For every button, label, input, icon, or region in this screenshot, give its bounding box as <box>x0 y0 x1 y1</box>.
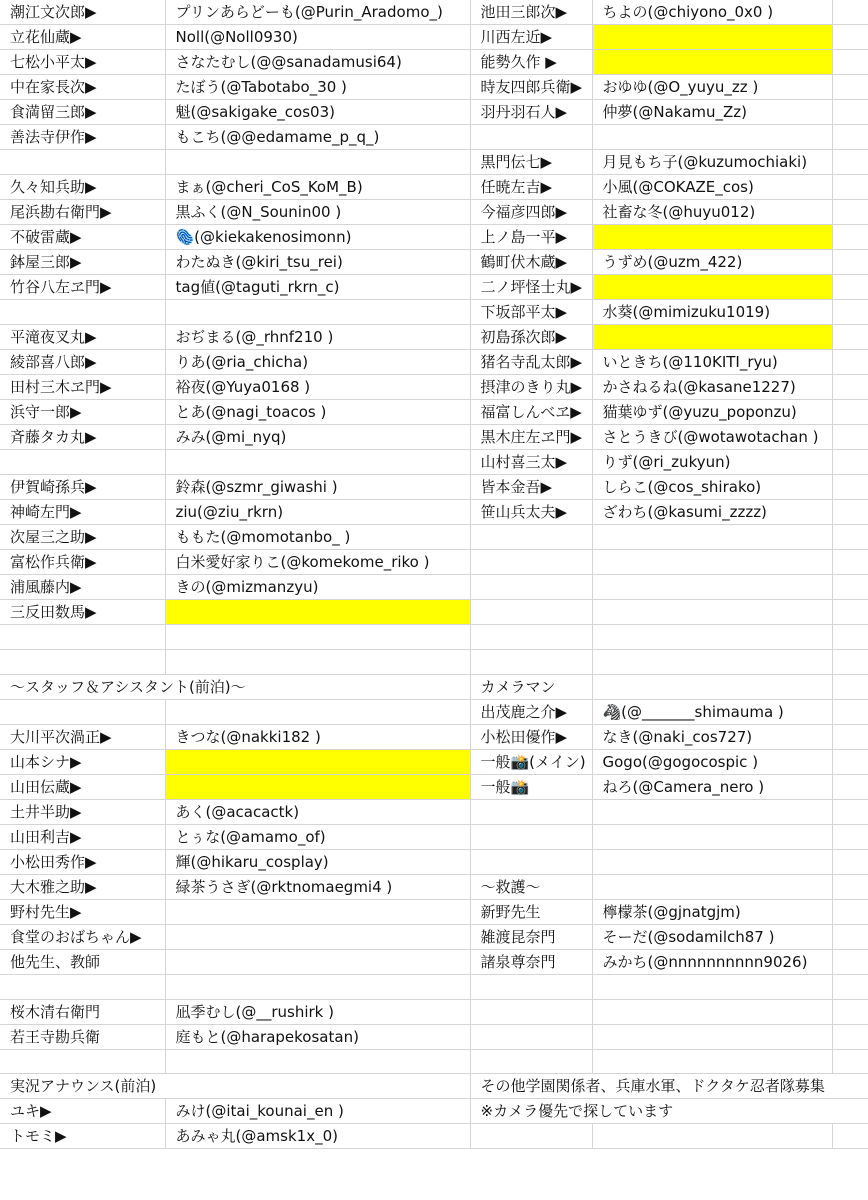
sheet-cell[interactable]: 田村三木ヱ門▶ <box>0 375 165 400</box>
sheet-cell[interactable] <box>470 1124 592 1149</box>
sheet-cell[interactable] <box>832 999 868 1024</box>
sheet-cell[interactable] <box>832 425 868 450</box>
sheet-cell[interactable] <box>165 899 470 924</box>
sheet-row <box>0 300 868 325</box>
sheet-cell[interactable]: 中在家長次▶ <box>0 75 165 100</box>
sheet-cell[interactable]: 立花仙蔵▶ <box>0 25 165 50</box>
sheet-cell[interactable] <box>592 974 832 999</box>
sheet-cell[interactable]: 富松作兵衛▶ <box>0 550 165 575</box>
sheet-cell[interactable] <box>592 799 832 824</box>
sheet-cell[interactable]: 尾浜勘右衛門▶ <box>0 200 165 225</box>
sheet-cell[interactable] <box>165 450 470 475</box>
highlighted-empty-cell[interactable] <box>592 50 832 75</box>
sheet-row <box>0 350 868 375</box>
sheet-cell[interactable]: 社畜な冬(@huyu012) <box>592 200 832 225</box>
sheet-row <box>0 500 868 525</box>
sheet-row <box>0 999 868 1024</box>
sheet-cell[interactable] <box>832 874 868 899</box>
sheet-cell[interactable]: 月見もち子(@kuzumochiaki) <box>592 150 832 175</box>
sheet-cell[interactable]: 桜木清右衛門 <box>0 999 165 1024</box>
sheet-cell[interactable] <box>592 824 832 849</box>
sheet-cell[interactable]: 福富しんべヱ▶ <box>470 400 592 425</box>
sheet-cell[interactable] <box>0 699 165 724</box>
sheet-cell[interactable] <box>832 25 868 50</box>
sheet-cell[interactable] <box>165 650 470 675</box>
sheet-cell[interactable] <box>832 300 868 325</box>
sheet-cell[interactable]: その他学園関係者、兵庫水軍、ドクタケ忍者隊募集 <box>470 1074 868 1099</box>
sheet-row <box>0 75 868 100</box>
sheet-cell[interactable]: ziu(@ziu_rkrn) <box>165 500 470 525</box>
sheet-cell[interactable] <box>0 974 165 999</box>
sheet-cell[interactable]: 🫆(@kiekakenosimonn) <box>165 225 470 250</box>
sheet-cell[interactable]: 笹山兵太夫▶ <box>470 500 592 525</box>
sheet-cell[interactable] <box>832 774 868 799</box>
sheet-cell[interactable]: 能勢久作 ▶ <box>470 50 592 75</box>
sheet-cell[interactable] <box>470 1024 592 1049</box>
sheet-cell[interactable]: ねろ(@Camera_nero ) <box>592 774 832 799</box>
sheet-row <box>0 749 868 774</box>
sheet-row <box>0 824 868 849</box>
sheet-cell[interactable]: 善法寺伊作▶ <box>0 125 165 150</box>
sheet-row <box>0 699 868 724</box>
sheet-row <box>0 650 868 675</box>
sheet-cell[interactable] <box>0 300 165 325</box>
sheet-cell[interactable]: 大木雅之助▶ <box>0 874 165 899</box>
sheet-cell[interactable]: とあ(@nagi_toacos ) <box>165 400 470 425</box>
sheet-row <box>0 1049 868 1074</box>
sheet-cell[interactable]: 野村先生▶ <box>0 899 165 924</box>
sheet-cell[interactable] <box>832 849 868 874</box>
sheet-row <box>0 774 868 799</box>
sheet-cell[interactable] <box>470 125 592 150</box>
sheet-cell[interactable] <box>470 799 592 824</box>
sheet-cell[interactable]: ざわち(@kasumi_zzzz) <box>592 500 832 525</box>
sheet-cell[interactable]: 小松田秀作▶ <box>0 849 165 874</box>
sheet-cell[interactable]: tag値(@taguti_rkrn_c) <box>165 275 470 300</box>
sheet-cell[interactable]: 山田伝蔵▶ <box>0 774 165 799</box>
sheet-row <box>0 724 868 749</box>
sheet-cell[interactable]: 綾部喜八郎▶ <box>0 350 165 375</box>
sheet-cell[interactable] <box>832 350 868 375</box>
sheet-cell[interactable] <box>832 625 868 650</box>
sheet-cell[interactable] <box>470 600 592 625</box>
sheet-cell[interactable]: 猫葉ゆず(@yuzu_poponzu) <box>592 400 832 425</box>
sheet-cell[interactable]: 新野先生 <box>470 899 592 924</box>
sheet-cell[interactable]: 猪名寺乱太郎▶ <box>470 350 592 375</box>
sheet-row <box>0 525 868 550</box>
sheet-cell[interactable]: 実況アナウンス(前泊) <box>0 1074 470 1099</box>
sheet-cell[interactable] <box>592 674 832 699</box>
sheet-cell[interactable] <box>592 849 832 874</box>
sheet-cell[interactable]: あみゃ丸(@amsk1x_0) <box>165 1124 470 1149</box>
sheet-cell[interactable]: 伊賀崎孫兵▶ <box>0 475 165 500</box>
sheet-row <box>0 849 868 874</box>
sheet-cell[interactable] <box>592 575 832 600</box>
sheet-cell[interactable]: 皆本金吾▶ <box>470 475 592 500</box>
sheet-cell[interactable]: さなたむし(@@sanadamusi64) <box>165 50 470 75</box>
sheet-cell[interactable]: 神崎左門▶ <box>0 500 165 525</box>
sheet-cell[interactable] <box>0 650 165 675</box>
sheet-cell[interactable] <box>470 824 592 849</box>
sheet-cell[interactable]: おゆゆ(@O_yuyu_zz ) <box>592 75 832 100</box>
sheet-cell[interactable]: まぁ(@cheri_CoS_KoM_B) <box>165 175 470 200</box>
sheet-cell[interactable] <box>832 899 868 924</box>
sheet-cell[interactable]: 浜守一郎▶ <box>0 400 165 425</box>
sheet-row <box>0 799 868 824</box>
sheet-cell[interactable]: 緑茶うさぎ(@rktnomaegmi4 ) <box>165 874 470 899</box>
sheet-cell[interactable]: 次屋三之助▶ <box>0 525 165 550</box>
sheet-cell[interactable] <box>470 849 592 874</box>
sheet-cell[interactable]: 今福彦四郎▶ <box>470 200 592 225</box>
sheet-cell[interactable] <box>832 924 868 949</box>
sheet-cell[interactable] <box>592 625 832 650</box>
sheet-cell[interactable]: 黒門伝七▶ <box>470 150 592 175</box>
sheet-cell[interactable]: 川西左近▶ <box>470 25 592 50</box>
highlighted-empty-cell[interactable] <box>165 600 470 625</box>
sheet-cell[interactable]: トモミ▶ <box>0 1124 165 1149</box>
sheet-cell[interactable]: そーだ(@sodamilch87 ) <box>592 924 832 949</box>
sheet-row <box>0 1074 868 1099</box>
highlighted-empty-cell[interactable] <box>165 774 470 799</box>
sheet-row <box>0 550 868 575</box>
sheet-cell[interactable] <box>832 575 868 600</box>
sheet-cell[interactable] <box>592 650 832 675</box>
sheet-cell[interactable]: ユキ▶ <box>0 1099 165 1124</box>
sheet-cell[interactable]: ももた(@momotanbo_ ) <box>165 525 470 550</box>
highlighted-empty-cell[interactable] <box>592 325 832 350</box>
sheet-cell[interactable] <box>165 300 470 325</box>
sheet-cell[interactable]: 浦風藤内▶ <box>0 575 165 600</box>
sheet-cell[interactable]: 土井半助▶ <box>0 799 165 824</box>
sheet-cell[interactable] <box>832 375 868 400</box>
sheet-cell[interactable] <box>832 125 868 150</box>
sheet-cell[interactable] <box>0 450 165 475</box>
sheet-cell[interactable]: おぢまる(@_rhnf210 ) <box>165 325 470 350</box>
sheet-cell[interactable]: きつな(@nakki182 ) <box>165 724 470 749</box>
sheet-cell[interactable]: 一般📸 <box>470 774 592 799</box>
sheet-row <box>0 225 868 250</box>
sheet-cell[interactable]: 下坂部平太▶ <box>470 300 592 325</box>
sheet-cell[interactable] <box>832 325 868 350</box>
sheet-cell[interactable] <box>470 999 592 1024</box>
sheet-cell[interactable]: 小風(@COKAZE_cos) <box>592 175 832 200</box>
sheet-cell[interactable] <box>165 949 470 974</box>
sheet-cell[interactable] <box>832 0 868 25</box>
sheet-cell[interactable] <box>470 974 592 999</box>
sheet-cell[interactable]: 檸檬茶(@gjnatgjm) <box>592 899 832 924</box>
sheet-row <box>0 400 868 425</box>
sheet-row <box>0 600 868 625</box>
sheet-cell[interactable] <box>592 999 832 1024</box>
sheet-cell[interactable]: みみ(@mi_nyq) <box>165 425 470 450</box>
sheet-cell[interactable]: 水葵(@mimizuku1019) <box>592 300 832 325</box>
sheet-row <box>0 899 868 924</box>
sheet-row <box>0 974 868 999</box>
sheet-cell[interactable]: しらこ(@cos_shirako) <box>592 475 832 500</box>
sheet-cell[interactable] <box>592 600 832 625</box>
sheet-cell[interactable]: 若王寺勘兵衛 <box>0 1024 165 1049</box>
sheet-cell[interactable]: 雑渡昆奈門 <box>470 924 592 949</box>
sheet-cell[interactable]: 鶴町伏木蔵▶ <box>470 250 592 275</box>
sheet-cell[interactable]: うずめ(@uzm_422) <box>592 250 832 275</box>
sheet-cell[interactable]: 斉藤タカ丸▶ <box>0 425 165 450</box>
sheet-cell[interactable] <box>165 150 470 175</box>
sheet-cell[interactable] <box>832 724 868 749</box>
sheet-cell[interactable] <box>832 1024 868 1049</box>
sheet-cell[interactable] <box>165 1049 470 1074</box>
sheet-cell[interactable]: りあ(@ria_chicha) <box>165 350 470 375</box>
sheet-row <box>0 175 868 200</box>
sheet-cell[interactable]: もこち(@@edamame_p_q_) <box>165 125 470 150</box>
sheet-row <box>0 575 868 600</box>
sheet-cell[interactable]: たぼう(@Tabotabo_30 ) <box>165 75 470 100</box>
sheet-cell[interactable] <box>0 625 165 650</box>
sheet-cell[interactable] <box>592 125 832 150</box>
sheet-cell[interactable]: 初島孫次郎▶ <box>470 325 592 350</box>
sheet-cell[interactable]: 仲夢(@Nakamu_Zz) <box>592 100 832 125</box>
sheet-cell[interactable] <box>165 625 470 650</box>
sheet-cell[interactable] <box>832 974 868 999</box>
highlighted-empty-cell[interactable] <box>165 749 470 774</box>
sheet-cell[interactable]: 諸泉尊奈門 <box>470 949 592 974</box>
sheet-row <box>0 924 868 949</box>
sheet-row <box>0 375 868 400</box>
sheet-cell[interactable]: 一般📸(メイン) <box>470 749 592 774</box>
sheet-cell[interactable]: とぅな(@amamo_of) <box>165 824 470 849</box>
sheet-cell[interactable]: 七松小平太▶ <box>0 50 165 75</box>
sheet-cell[interactable] <box>832 525 868 550</box>
sheet-cell[interactable] <box>832 225 868 250</box>
sheet-cell[interactable]: 不破雷蔵▶ <box>0 225 165 250</box>
sheet-cell[interactable]: 潮江文次郎▶ <box>0 0 165 25</box>
sheet-cell[interactable] <box>470 625 592 650</box>
sheet-cell[interactable]: 食堂のおばちゃん▶ <box>0 924 165 949</box>
sheet-cell[interactable]: Gogo(@gogocospic ) <box>592 749 832 774</box>
sheet-cell[interactable] <box>470 525 592 550</box>
sheet-cell[interactable]: 黒ふく(@N_Sounin00 ) <box>165 200 470 225</box>
sheet-cell[interactable]: 山田利吉▶ <box>0 824 165 849</box>
sheet-cell[interactable] <box>832 275 868 300</box>
sheet-cell[interactable] <box>165 974 470 999</box>
sheet-cell[interactable] <box>832 175 868 200</box>
sheet-cell[interactable] <box>832 400 868 425</box>
sheet-cell[interactable] <box>592 874 832 899</box>
sheet-cell[interactable] <box>832 1049 868 1074</box>
sheet-cell[interactable]: 〜救護〜 <box>470 874 592 899</box>
sheet-cell[interactable]: 鈴森(@szmr_giwashi ) <box>165 475 470 500</box>
sheet-cell[interactable] <box>832 250 868 275</box>
sheet-row <box>0 200 868 225</box>
sheet-cell[interactable]: 久々知兵助▶ <box>0 175 165 200</box>
sheet-cell[interactable]: 裕夜(@Yuya0168 ) <box>165 375 470 400</box>
sheet-cell[interactable]: 大川平次渦正▶ <box>0 724 165 749</box>
sheet-cell[interactable]: 上ノ島一平▶ <box>470 225 592 250</box>
sheet-row <box>0 50 868 75</box>
sheet-cell[interactable] <box>832 150 868 175</box>
sheet-row <box>0 949 868 974</box>
sheet-row <box>0 125 868 150</box>
sheet-cell[interactable]: 池田三郎次▶ <box>470 0 592 25</box>
sheet-cell[interactable]: 輝(@hikaru_cosplay) <box>165 849 470 874</box>
sheet-row <box>0 625 868 650</box>
sheet-cell[interactable]: ちよの(@chiyono_0x0 ) <box>592 0 832 25</box>
sheet-cell[interactable] <box>832 699 868 724</box>
sheet-cell[interactable] <box>470 575 592 600</box>
highlighted-empty-cell[interactable] <box>592 275 832 300</box>
sheet-row <box>0 25 868 50</box>
sheet-cell[interactable]: さとうきび(@wotawotachan ) <box>592 425 832 450</box>
sheet-cell[interactable]: 〜スタッフ＆アシスタント(前泊)〜 <box>0 674 470 699</box>
sheet-cell[interactable]: 平滝夜叉丸▶ <box>0 325 165 350</box>
sheet-cell[interactable] <box>832 200 868 225</box>
sheet-cell[interactable] <box>832 100 868 125</box>
sheet-cell[interactable]: 竹谷八左ヱ門▶ <box>0 275 165 300</box>
sheet-cell[interactable] <box>832 1124 868 1149</box>
sheet-row <box>0 325 868 350</box>
sheet-cell[interactable]: かさねるね(@kasane1227) <box>592 375 832 400</box>
sheet-cell[interactable]: 時友四郎兵衛▶ <box>470 75 592 100</box>
sheet-cell[interactable]: 任暁左吉▶ <box>470 175 592 200</box>
sheet-cell[interactable]: 出茂鹿之介▶ <box>470 699 592 724</box>
sheet-row <box>0 275 868 300</box>
sheet-cell[interactable] <box>832 650 868 675</box>
sheet-cell[interactable]: 魁(@sakigake_cos03) <box>165 100 470 125</box>
sheet-row <box>0 100 868 125</box>
sheet-cell[interactable]: 山村喜三太▶ <box>470 450 592 475</box>
sheet-cell[interactable]: みかち(@nnnnnnnnnn9026) <box>592 949 832 974</box>
sheet-row <box>0 425 868 450</box>
sheet-cell[interactable] <box>832 475 868 500</box>
sheet-cell[interactable]: 他先生、教師 <box>0 949 165 974</box>
sheet-cell[interactable]: りず(@ri_zukyun) <box>592 450 832 475</box>
sheet-row <box>0 0 868 25</box>
sheet-row <box>0 250 868 275</box>
sheet-cell[interactable] <box>0 150 165 175</box>
sheet-row <box>0 1099 868 1124</box>
sheet-cell[interactable]: プリンあらどーも(@Purin_Aradomo_) <box>165 0 470 25</box>
sheet-cell[interactable] <box>165 924 470 949</box>
sheet-cell[interactable]: なき(@naki_cos727) <box>592 724 832 749</box>
sheet-row <box>0 674 868 699</box>
sheet-cell[interactable] <box>832 674 868 699</box>
sheet-cell[interactable] <box>470 650 592 675</box>
sheet-cell[interactable] <box>832 50 868 75</box>
sheet-row <box>0 475 868 500</box>
sheet-cell[interactable]: いときち(@110KITI_ryu) <box>592 350 832 375</box>
sheet-cell[interactable]: Noll(@Noll0930) <box>165 25 470 50</box>
sheet-cell[interactable]: 庭もと(@harapekosatan) <box>165 1024 470 1049</box>
sheet-cell[interactable]: 山本シナ▶ <box>0 749 165 774</box>
sheet-cell[interactable] <box>165 699 470 724</box>
sheet-cell[interactable] <box>470 550 592 575</box>
highlighted-empty-cell[interactable] <box>592 225 832 250</box>
sheet-cell[interactable]: 摂津のきり丸▶ <box>470 375 592 400</box>
sheet-cell[interactable] <box>592 1049 832 1074</box>
sheet-cell[interactable] <box>470 1049 592 1074</box>
sheet-cell[interactable] <box>832 949 868 974</box>
sheet-cell[interactable]: ※カメラ優先で探しています <box>470 1099 868 1124</box>
sheet-cell[interactable] <box>832 550 868 575</box>
sheet-cell[interactable]: わたぬき(@kiri_tsu_rei) <box>165 250 470 275</box>
sheet-cell[interactable] <box>832 799 868 824</box>
sheet-cell[interactable]: 小松田優作▶ <box>470 724 592 749</box>
sheet-cell[interactable] <box>0 1049 165 1074</box>
sheet-cell[interactable]: 鉢屋三郎▶ <box>0 250 165 275</box>
sheet-row <box>0 874 868 899</box>
sheet-cell[interactable] <box>592 1024 832 1049</box>
sheet-row <box>0 1124 868 1149</box>
sheet-cell[interactable] <box>592 550 832 575</box>
sheet-cell[interactable]: カメラマン <box>470 674 592 699</box>
sheet-cell[interactable]: 三反田数馬▶ <box>0 600 165 625</box>
sheet-cell[interactable]: 白米愛好家りこ(@komekome_riko ) <box>165 550 470 575</box>
sheet-cell[interactable]: 黒木庄左ヱ門▶ <box>470 425 592 450</box>
sheet-cell[interactable]: 二ノ坪怪士丸▶ <box>470 275 592 300</box>
sheet-cell[interactable] <box>832 600 868 625</box>
sheet-cell[interactable]: 食満留三郎▶ <box>0 100 165 125</box>
sheet-cell[interactable] <box>832 75 868 100</box>
sheet-cell[interactable] <box>832 500 868 525</box>
sheet-cell[interactable] <box>592 1124 832 1149</box>
sheet-cell[interactable]: あく(@acacactk) <box>165 799 470 824</box>
sheet-cell[interactable] <box>592 525 832 550</box>
sheet-cell[interactable]: みけ(@itai_kounai_en ) <box>165 1099 470 1124</box>
sheet-row <box>0 1024 868 1049</box>
sheet-cell[interactable] <box>832 824 868 849</box>
highlighted-empty-cell[interactable] <box>592 25 832 50</box>
sheet-cell[interactable]: きの(@mizmanzyu) <box>165 575 470 600</box>
sheet-cell[interactable] <box>832 749 868 774</box>
sheet-row <box>0 450 868 475</box>
sheet-cell[interactable]: 羽丹羽石人▶ <box>470 100 592 125</box>
sheet-cell[interactable] <box>832 450 868 475</box>
sheet-cell[interactable]: 🦓(@_______shimauma ) <box>592 699 832 724</box>
sheet-cell[interactable]: 凪季むし(@__rushirk ) <box>165 999 470 1024</box>
sheet-row <box>0 150 868 175</box>
